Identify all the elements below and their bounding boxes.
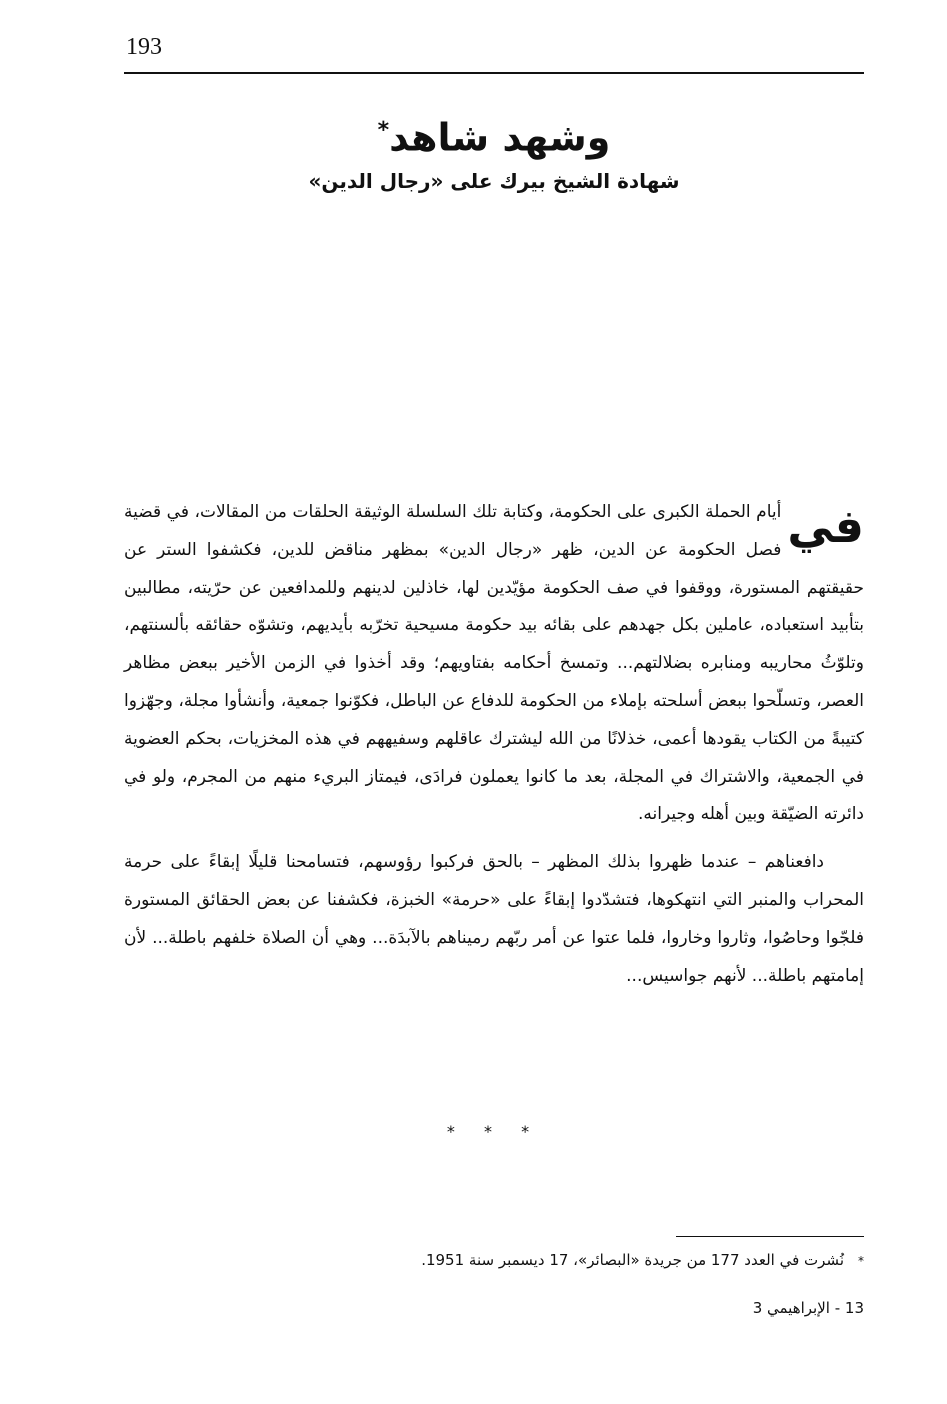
paragraph-1-text: أيام الحملة الكبرى على الحكومة، وكتابة تلك السلسلة الوثيقة الحلقات من المقالات، في قضية فصل الحكومة عن الدين، ظهر «رجال الدين» بمظهر مناقض للدين، فكشفوا الستر عن حقيقتهم المستورة، ووقفوا في صف الحكومة مؤيّدين لها، خاذلين لدينهم وللمدافعين عن حرّيته، مطالبين بتأبيد استعباده، عاملين بكل جهدهم على بقائه بيد حكومة مسيحية تخرّبه بأيديهم، وتشوّه حقائقه بألسنتهم، وتلوّثُ محاريبه ومنابره بضلالتهم... وتمسخ أحكامه بفتاويهم؛ وقد أخذوا في الزمن الأخير ببعض مظاهر العصر، وتسلّحوا ببعض أسلحته بإملاء من الحكومة للدفاع عن الباطل، فكوّنوا جمعية، وأنشأوا مجلة، وجهّزوا كتيبةً من الكتاب يقودها أعمى، خذلانًا من الله ليشترك عاقلهم وسفيههم في هذه المخزيات، بحكم العضوية في الجمعية، والاشتراك في المجلة، بعد ما كانوا يعملون فرادَى، فيمتاز البريء منهم من المجرم، ولو في دائرته الضيّقة وبين أهله وجيرانه. xyxy=(124,502,864,825)
footnote xyxy=(124,1246,864,1275)
section-separator: * * * xyxy=(446,1122,542,1141)
header-rule xyxy=(124,72,864,74)
signature-mark: 13 - الإبراهيمي 3 xyxy=(752,1299,864,1317)
paragraph-2: دافعناهم – عندما ظهروا بذلك المظهر – بالحق فركبوا رؤوسهم، فتسامحنا قليلًا إبقاءً على حرمة المحراب والمنبر التي انتهكوها، فتشدّدوا إبقاءً على «حرمة» الخبزة، فكشفنا عن بعض الحقائق المستورة فلجّوا وحاصُوا، وثاروا وخاروا، فلما عتوا عن أمر ربّهم رميناهم بالآبدَة... وهي أن الصلاة خلفهم باطلة... لأن إمامتهم باطلة... لأنهم جواسيس... xyxy=(124,852,864,986)
footnote-rule xyxy=(676,1236,864,1237)
footnote-text: نُشرت في العدد 177 من جريدة «البصائر»، 17 ديسمبر سنة 1951. xyxy=(421,1251,844,1269)
article-title-text: وشهد شاهد xyxy=(389,115,611,160)
paragraph-1 xyxy=(124,494,864,834)
title-footnote-marker: * xyxy=(377,118,390,143)
article-body xyxy=(124,494,864,995)
footnote-marker: * xyxy=(858,1254,864,1268)
page-number: 193 xyxy=(126,34,162,60)
article-subtitle: شهادة الشيخ بيرك على «رجال الدين» xyxy=(308,169,680,193)
drop-cap: في xyxy=(787,499,864,553)
article-title xyxy=(124,106,864,163)
